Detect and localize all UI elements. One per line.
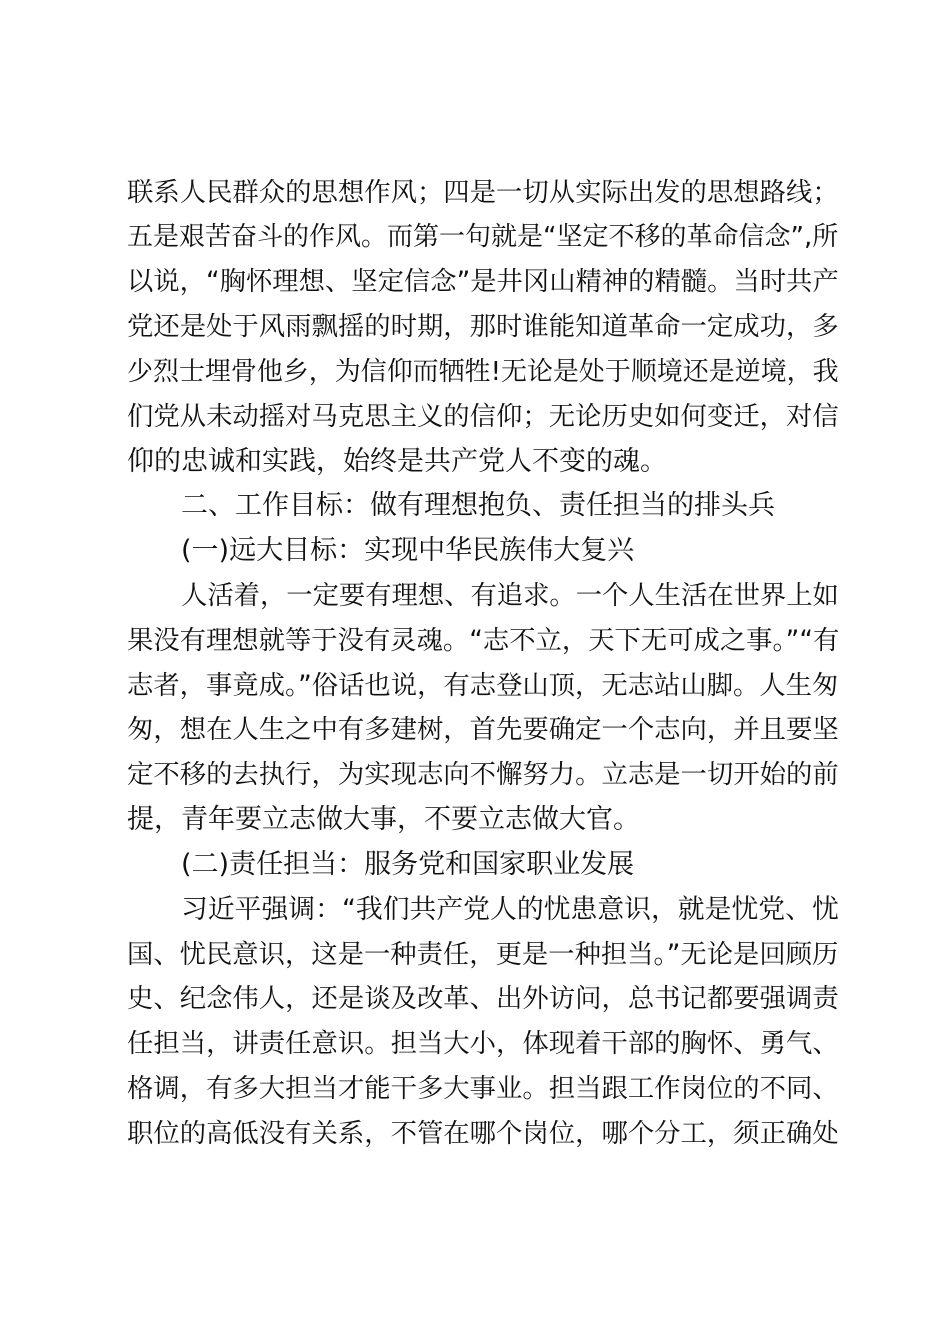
body-text-line: 少烈士埋骨他乡，为信仰而牺牲!无论是处于顺境还是逆境，我 [127,357,839,387]
body-text-line: 仰的忠诚和实践，始终是共产党人不变的魂。 [127,446,667,477]
body-text-line: 格调，有多大担当才能干多大事业。担当跟工作岗位的不同、 [127,1074,839,1104]
body-text-line: 匆，想在人生之中有多建树，首先要确定一个志向，并且要坚 [127,715,839,745]
body-text-line: 国、忧民意识，这是一种责任，更是一种担当。”无论是回顾历 [127,940,839,970]
body-text-line: 习近平强调：“我们共产党人的忧患意识，就是忧党、忧 [181,894,839,925]
body-text-line: 果没有理想就等于没有灵魂。“志不立，天下无可成之事。”“有 [127,626,840,656]
body-text-line: 五是艰苦奋斗的作风。而第一句就是“坚定不移的革命信念”,所 [127,222,839,252]
body-text-line: 任担当，讲责任意识。担当大小，体现着干部的胸怀、勇气、 [127,1029,839,1059]
body-text-line: 职位的高低没有关系，不管在哪个岗位，哪个分工，须正确处 [127,1119,839,1149]
body-text-line: 志者，事竟成。”俗话也说，有志登山顶，无志站山脚。人生匆 [127,671,839,701]
subsection-heading: (二)责任担当：服务党和国家职业发展 [181,849,635,880]
body-text-line: 定不移的去执行，为实现志向不懈努力。立志是一切开始的前 [127,760,839,790]
body-text-line: 人活着，一定要有理想、有追求。一个人生活在世界上如 [181,581,839,611]
body-text-line: 党还是处于风雨飘摇的时期，那时谁能知道革命一定成功，多 [127,312,839,342]
body-text-line: 提，青年要立志做大事，不要立志做大官。 [127,804,640,835]
section-heading: 二、工作目标：做有理想抱负、责任担当的排头兵 [181,490,775,521]
subsection-heading: (一)远大目标：实现中华民族伟大复兴 [181,535,635,566]
body-text-line: 联系人民群众的思想作风；四是一切从实际出发的思想路线； [127,178,839,208]
body-text-line: 以说，“胸怀理想、坚定信念”是井冈山精神的精髓。当时共产 [127,267,839,297]
body-text-line: 们党从未动摇对马克思主义的信仰；无论历史如何变迁，对信 [127,402,839,432]
body-text-line: 史、纪念伟人，还是谈及改革、出外访问，总书记都要强调责 [127,984,839,1014]
